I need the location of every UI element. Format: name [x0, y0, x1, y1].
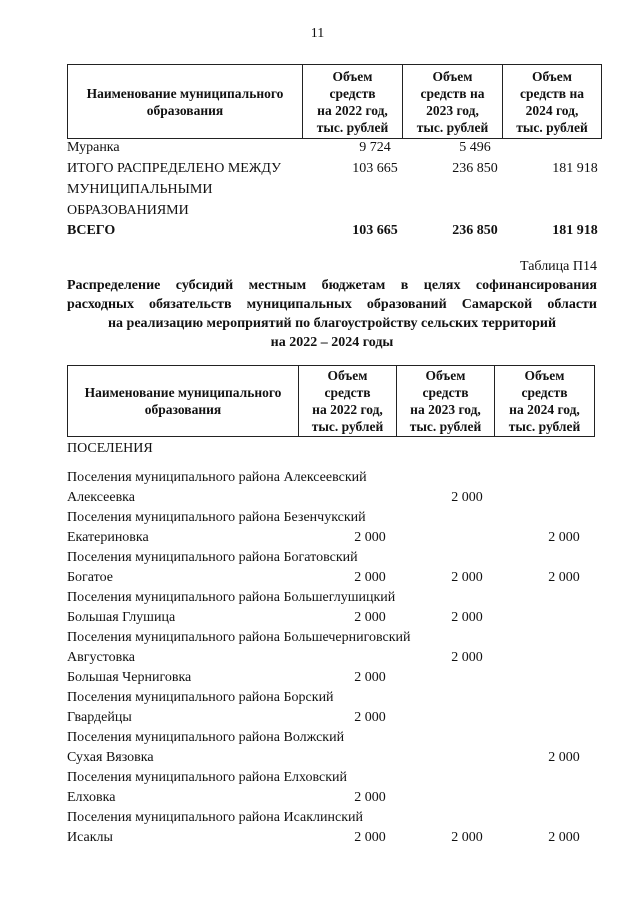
value-2022: 2 000: [354, 710, 386, 725]
table2-header-name: Наименование муниципального образования: [68, 366, 299, 437]
row-name: ИТОГО РАСПРЕДЕЛЕНО МЕЖДУ МУНИЦИПАЛЬНЫМИ ОБРАЗОВАНИЯМИ: [67, 161, 281, 218]
table-title: Распределение субсидий местным бюджетам в целях софинансирования расходных обязательств муниципальных образований Самарской области на реализацию мероприятий по благоустройству сельских территорий на 2022 – 2024 годы: [67, 278, 597, 350]
value-2023: 236 850: [452, 223, 498, 238]
page-number: 11: [310, 26, 325, 41]
table-label: Таблица П14: [520, 259, 597, 274]
value-2024: 2 000: [548, 830, 580, 845]
value-2023: 2 000: [451, 570, 483, 585]
value-2023: 236 850: [452, 161, 498, 176]
value-2022: 2 000: [354, 830, 386, 845]
row-name: Муранка: [67, 140, 120, 155]
table1-header: [67, 64, 602, 139]
value-2022: 9 724: [359, 140, 391, 155]
value-2024: 2 000: [548, 750, 580, 765]
value-2022: 103 665: [352, 223, 398, 238]
value-2024: 181 918: [552, 223, 598, 238]
table2-header: [67, 365, 595, 437]
value-2022: 2 000: [354, 570, 386, 585]
table1-header-name: Наименование муниципального образования: [68, 65, 303, 139]
value-2022: 2 000: [354, 670, 386, 685]
table2-header-2022: Объем средств на 2022 год, тыс. рублей: [299, 366, 397, 437]
value-2023: 5 496: [459, 140, 491, 155]
value-2023: 2 000: [451, 610, 483, 625]
value-2022: 2 000: [354, 530, 386, 545]
table1-header-2022: Объем средств на 2022 год, тыс. рублей: [303, 65, 403, 139]
row-name: ВСЕГО: [67, 223, 116, 238]
table2-header-2024: Объем средств на 2024 год, тыс. рублей: [495, 366, 595, 437]
value-2022: 2 000: [354, 790, 386, 805]
table1-header-2023: Объем средств на 2023 год, тыс. рублей: [403, 65, 503, 139]
value-2022: 2 000: [354, 610, 386, 625]
table2-header-2023: Объем средств на 2023 год, тыс. рублей: [397, 366, 495, 437]
value-2023: 2 000: [451, 830, 483, 845]
value-2024: 181 918: [552, 161, 598, 176]
value-2023: 2 000: [451, 490, 483, 505]
value-2022: 103 665: [352, 161, 398, 176]
value-2024: 2 000: [548, 530, 580, 545]
value-2024: 2 000: [548, 570, 580, 585]
table1-header-2024: Объем средств на 2024 год, тыс. рублей: [503, 65, 602, 139]
value-2023: 2 000: [451, 650, 483, 665]
